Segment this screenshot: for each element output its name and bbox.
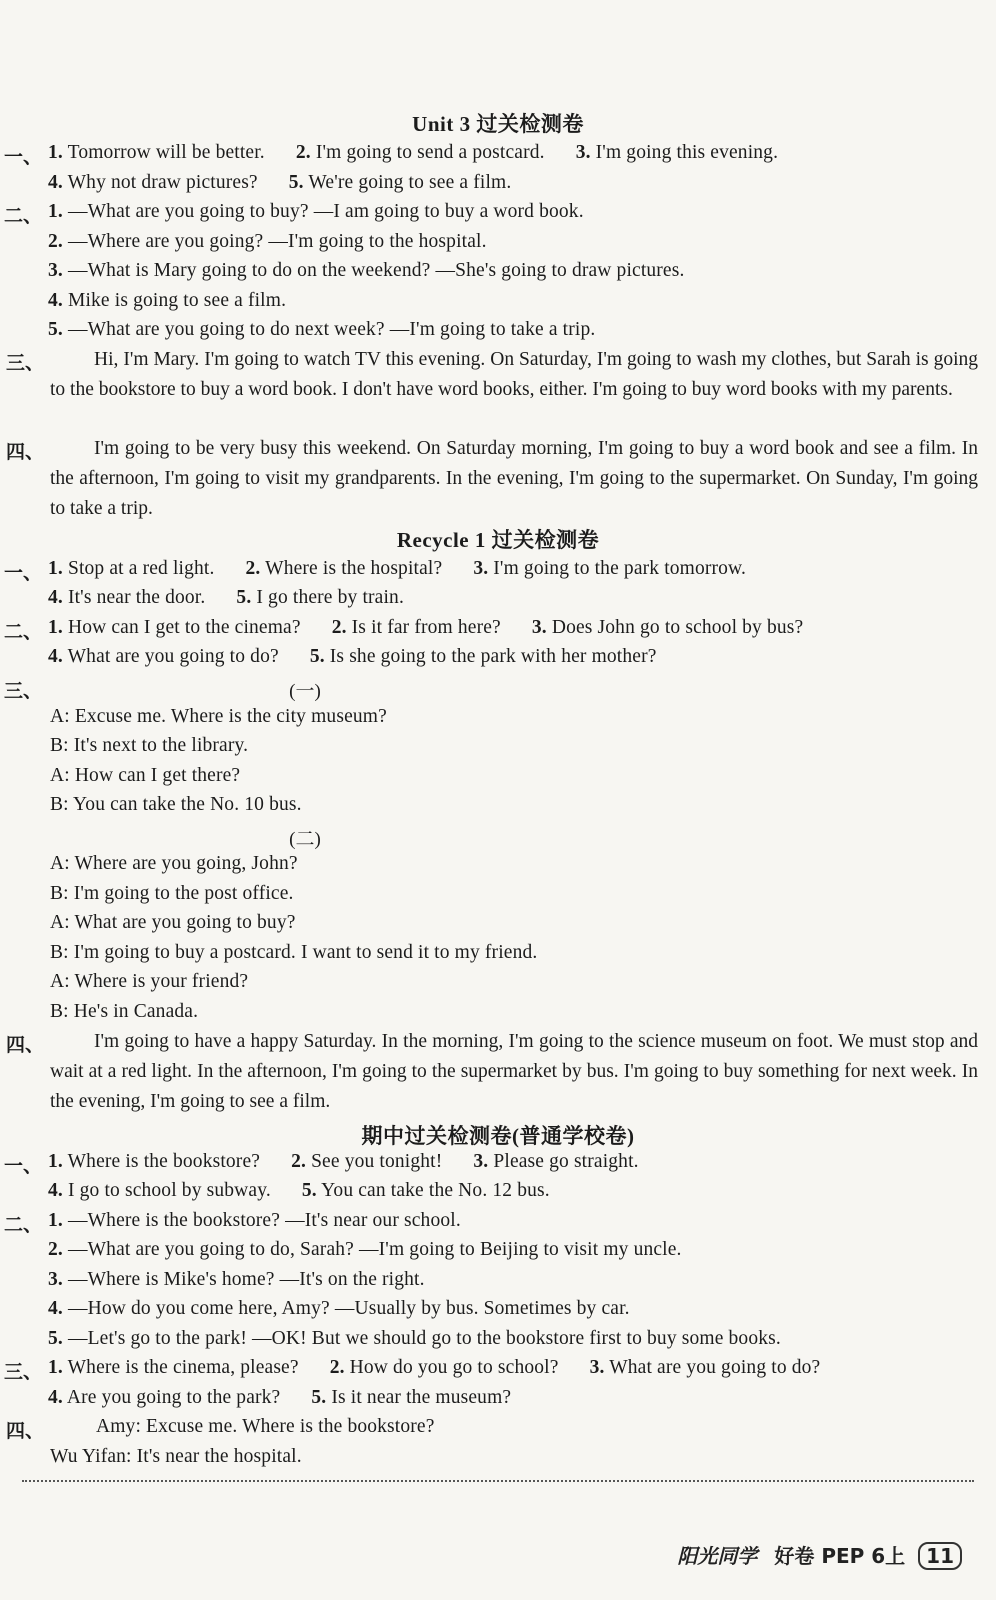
unit3-s3-text: Hi, I'm Mary. I'm going to watch TV this evening. On Saturday, I'm going to wash my clothes, but Sarah is going to the bookstore to buy a word book. I don't have word books, either. I'm going to buy word books with my parents. (50, 349, 978, 400)
recycle1-s3-label: 三、 (4, 681, 43, 702)
page-number: 11 (918, 1542, 962, 1570)
midterm-s3-row1: 1. Where is the cinema, please? 2. How do you go to school? 3. What are you going to do? (48, 1357, 821, 1378)
unit3-s2-label: 二、 (4, 206, 43, 227)
footer-divider (22, 1480, 974, 1482)
dialog2-line2: B: I'm going to the post office. (50, 883, 294, 904)
midterm-s4-label: 四、 (6, 1421, 45, 1442)
midterm-s2-item1: 1. —Where is the bookstore? —It's near our school. (48, 1210, 461, 1231)
recycle1-s1-row2: 4. It's near the door. 5. I go there by train. (48, 587, 404, 608)
brand-logo: 阳光同学 (677, 1544, 758, 1568)
unit3-s2-item1: 1. —What are you going to buy? —I am going to buy a word book. (48, 201, 584, 222)
recycle1-title: Recycle 1 过关检测卷 (396, 528, 600, 552)
unit3-title: Unit 3 过关检测卷 (412, 112, 584, 136)
dialog2-line5: A: Where is your friend? (50, 971, 249, 992)
recycle1-s2-label: 二、 (4, 622, 43, 643)
recycle1-s4-label: 四、 (6, 1035, 45, 1056)
dialog1-line1: A: Excuse me. Where is the city museum? (50, 706, 387, 727)
edition-label: PEP 6上 (821, 1544, 906, 1568)
recycle1-s2-row1: 1. How can I get to the cinema? 2. Is it far from here? 3. Does John go to school by bus? (48, 617, 804, 638)
recycle1-s1-row1: 1. Stop at a red light. 2. Where is the hospital? 3. I'm going to the park tomorrow. (48, 558, 747, 579)
midterm-s3-label: 三、 (4, 1362, 43, 1383)
unit3-s2-item5: 5. —What are you going to do next week? —I'm going to take a trip. (48, 319, 596, 340)
unit3-s2-item4: 4. Mike is going to see a film. (48, 290, 287, 311)
midterm-s2-label: 二、 (4, 1215, 43, 1236)
dialog1-line4: B: You can take the No. 10 bus. (50, 794, 302, 815)
midterm-s1-row1: 1. Where is the bookstore? 2. See you tonight! 3. Please go straight. (48, 1151, 639, 1172)
dialog2-line1: A: Where are you going, John? (50, 853, 298, 874)
unit3-s3-label: 三、 (6, 353, 45, 374)
unit3-s2-item2: 2. —Where are you going? —I'm going to the hospital. (48, 231, 487, 252)
dialog2-line6: B: He's in Canada. (50, 1001, 199, 1022)
recycle1-s3-part1: (一) (289, 681, 321, 702)
recycle1-s2-row2: 4. What are you going to do? 5. Is she going to the park with her mother? (48, 646, 657, 667)
unit3-s1-label: 一、 (4, 147, 43, 168)
midterm-title: 期中过关检测卷(普通学校卷) (361, 1124, 635, 1148)
dialog1-line2: B: It's next to the library. (50, 735, 249, 756)
unit3-s4-label: 四、 (6, 442, 45, 463)
unit3-s2-item3: 3. —What is Mary going to do on the weekend? —She's going to draw pictures. (48, 260, 685, 281)
midterm-s4-line1: Amy: Excuse me. Where is the bookstore? (96, 1416, 435, 1437)
midterm-s2-item2: 2. —What are you going to do, Sarah? —I'm going to Beijing to visit my uncle. (48, 1239, 682, 1260)
midterm-s3-row2: 4. Are you going to the park? 5. Is it near the museum? (48, 1387, 512, 1408)
unit3-s1-row2: 4. Why not draw pictures? 5. We're going to see a film. (48, 172, 512, 193)
midterm-s1-row2: 4. I go to school by subway. 5. You can take the No. 12 bus. (48, 1180, 550, 1201)
series-name: 好卷 (774, 1544, 815, 1568)
midterm-s2-item3: 3. —Where is Mike's home? —It's on the right. (48, 1269, 425, 1290)
unit3-s1-row1: 1. Tomorrow will be better. 2. I'm going to send a postcard. 3. I'm going this evening. (48, 142, 779, 163)
midterm-s2-item5: 5. —Let's go to the park! —OK! But we should go to the bookstore first to buy some books. (48, 1328, 781, 1349)
recycle1-s3-part2: (二) (289, 829, 321, 850)
page-footer (677, 1540, 962, 1570)
dialog1-line3: A: How can I get there? (50, 765, 241, 786)
recycle1-s1-label: 一、 (4, 563, 43, 584)
dialog2-line4: B: I'm going to buy a postcard. I want to send it to my friend. (50, 942, 538, 963)
recycle1-s4-text: I'm going to have a happy Saturday. In the morning, I'm going to the science museum on foot. We must stop and wait at a red light. In the afternoon, I'm going to the supermarket by bus. I'm going to buy something for next week. In the evening, I'm going to see a film. (50, 1031, 978, 1112)
dialog2-line3: A: What are you going to buy? (50, 912, 296, 933)
midterm-s1-label: 一、 (4, 1156, 43, 1177)
midterm-s4-line2: Wu Yifan: It's near the hospital. (50, 1446, 302, 1467)
midterm-s2-item4: 4. —How do you come here, Amy? —Usually by bus. Sometimes by car. (48, 1298, 630, 1319)
unit3-s4-text: I'm going to be very busy this weekend. On Saturday morning, I'm going to buy a word book and see a film. In the afternoon, I'm going to visit my grandparents. In the evening, I'm going to the supermarket. On Sunday, I'm going to take a trip. (50, 438, 978, 519)
